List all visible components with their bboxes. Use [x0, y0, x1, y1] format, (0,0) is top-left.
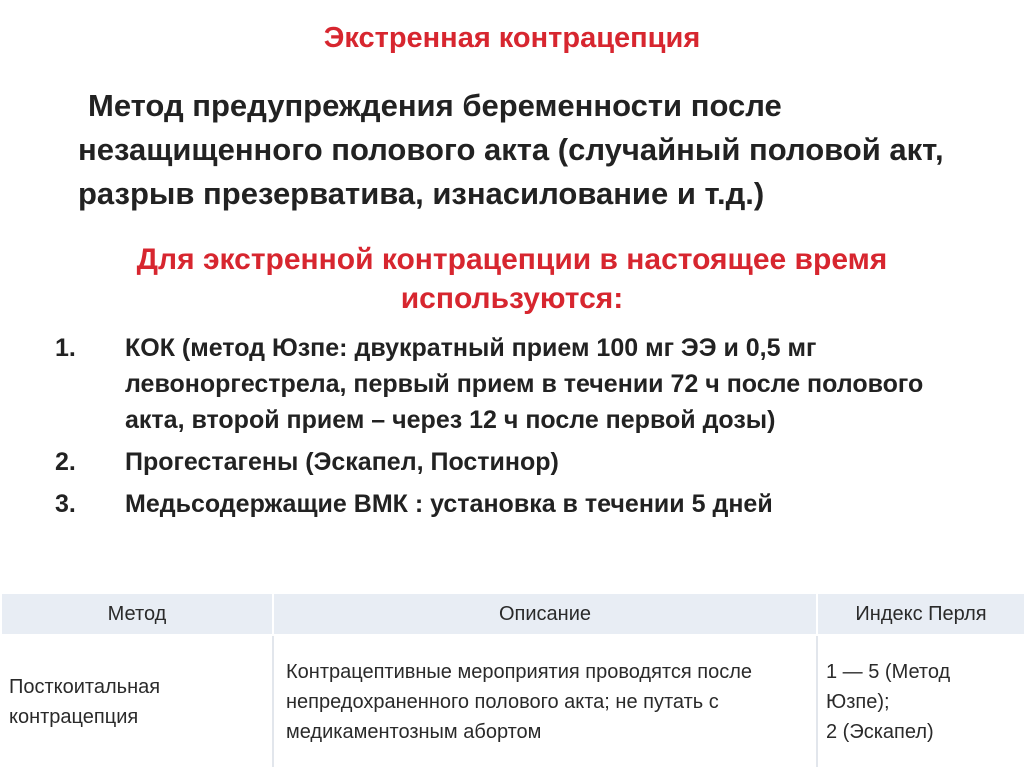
list-item	[55, 444, 985, 480]
list-item-number: 2.	[55, 448, 76, 476]
list-item	[55, 486, 985, 522]
cell-pearl-index	[817, 635, 1024, 767]
subtitle	[40, 240, 984, 318]
cell-description: Контрацептивные мероприятия проводятся после непредохраненного полового акта; не путать с медикаментозным абортом	[273, 635, 817, 767]
table-row	[1, 635, 1024, 767]
column-header-pearl-index: Индекс Перля	[817, 593, 1024, 635]
list-item-text: Медьсодержащие ВМК : установка в течении 5 дней	[125, 490, 773, 518]
slide-title: Экстренная контрацепция	[323, 22, 701, 54]
pearl-index-line-1: 1 — 5 (Метод Юзпе);	[826, 660, 951, 713]
list-item-number: 1.	[55, 334, 76, 362]
pearl-index-table	[0, 592, 1024, 767]
table-header-row	[1, 593, 1024, 635]
pearl-index-line-2: 2 (Эскапел)	[826, 720, 934, 743]
column-header-description: Описание	[273, 593, 817, 635]
cell-method: Посткоитальная контрацепция	[1, 635, 273, 767]
list-item-text: КОК (метод Юзпе: двукратный прием 100 мг ЭЭ и 0,5 мг левоноргестрела, первый прием в течении 72 ч после полового акта, второй прием – через 12 ч после первой дозы)	[125, 334, 924, 434]
list-item-number: 3.	[55, 490, 76, 518]
list-item-text: Прогестагены (Эскапел, Постинор)	[125, 448, 559, 476]
subtitle-line-1: Для экстренной контрацепции в настоящее время	[136, 243, 888, 276]
subtitle-line-2: используются:	[400, 282, 624, 315]
column-header-method: Метод	[1, 593, 273, 635]
list-item	[55, 330, 985, 438]
methods-list	[55, 330, 985, 528]
definition-text: Метод предупреждения беременности после незащищенного полового акта (случайный половой акт, разрыв презерватива, изнасилование и т.д.)	[78, 88, 944, 211]
